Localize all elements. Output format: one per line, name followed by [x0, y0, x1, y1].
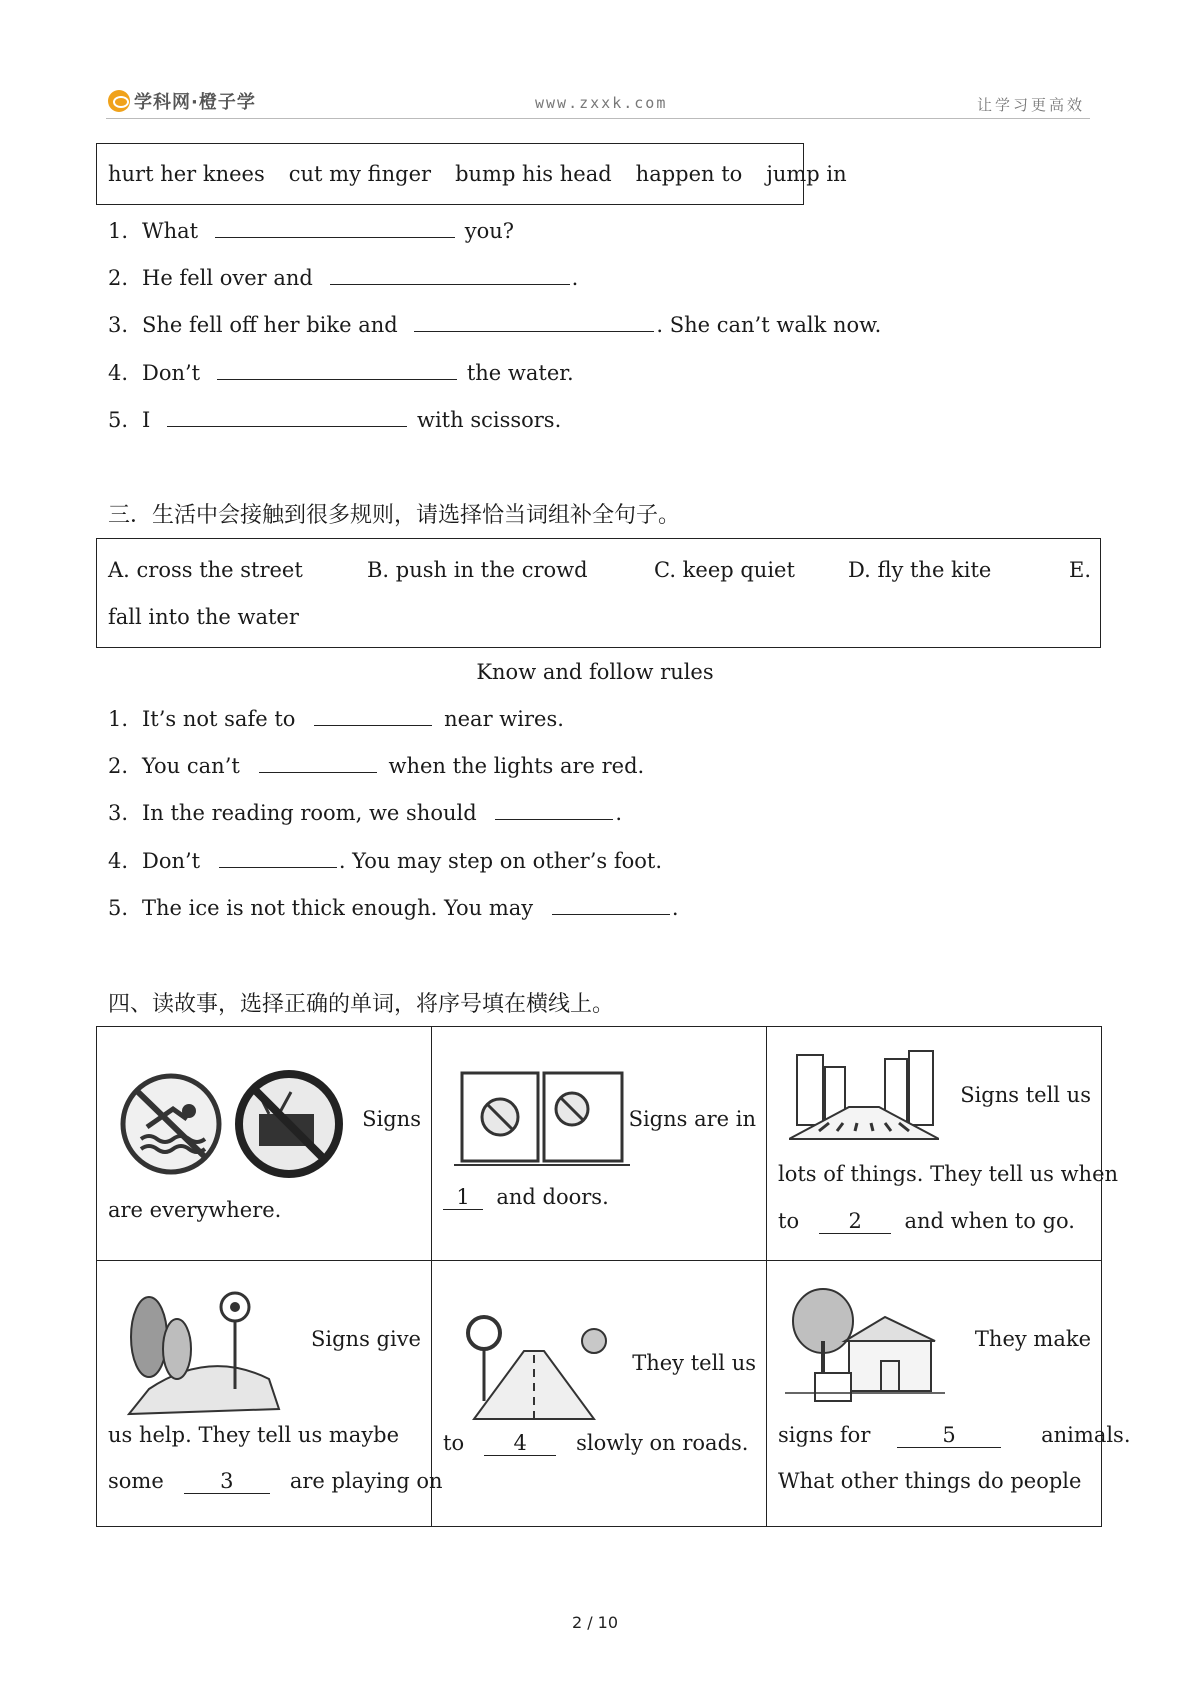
park-sign-icon: [109, 1289, 289, 1417]
cell-text: Signs give: [311, 1327, 421, 1351]
answer-blank-4[interactable]: 4: [484, 1431, 556, 1456]
cell-text: Signs tell us: [960, 1083, 1091, 1107]
answer-blank-5[interactable]: 5: [897, 1423, 1001, 1448]
cell-text: They make: [974, 1327, 1091, 1351]
question-line: 5. I with scissors.: [108, 408, 562, 432]
cell-text-line: signs for 5 animals.: [778, 1423, 1131, 1447]
answer-blank[interactable]: [414, 313, 654, 332]
answer-blank[interactable]: [552, 896, 670, 915]
option-c: C. keep quiet: [654, 558, 795, 582]
question-line: 3. She fell off her bike and . She can’t walk now.: [108, 313, 882, 337]
answer-blank[interactable]: [215, 219, 455, 238]
word-bank-item: bump his head: [455, 162, 612, 186]
cell-text: Signs are in: [628, 1107, 756, 1131]
cell-text: lots of things. They tell us when: [778, 1162, 1119, 1186]
answer-blank[interactable]: [167, 408, 407, 427]
no-swimming-no-tv-signs-icon: [119, 1069, 349, 1179]
cell-text-line: 1 and doors.: [443, 1185, 609, 1210]
question-line: 2. You can’t when the lights are red.: [108, 754, 645, 778]
reading-title: Know and follow rules: [476, 660, 714, 684]
page-number: 2 / 10: [571, 1613, 619, 1632]
word-bank-item: happen to: [635, 162, 743, 186]
story-cell-4: [97, 1261, 443, 1527]
answer-blank-2[interactable]: 2: [819, 1209, 891, 1234]
road-slow-sign-icon: [454, 1311, 614, 1421]
story-table: [96, 1026, 1131, 1527]
answer-blank-1[interactable]: 1: [443, 1185, 483, 1210]
crosswalk-city-icon: [789, 1047, 939, 1147]
cell-text-line: to 4 slowly on roads.: [443, 1431, 749, 1455]
word-bank-box: [96, 143, 847, 205]
answer-blank-3[interactable]: 3: [184, 1469, 270, 1494]
header-motto: 让学习更高效: [977, 96, 1086, 114]
header-url: www.zxxk.com: [535, 94, 668, 112]
word-bank-item: hurt her knees: [108, 162, 265, 186]
cell-text-line: to 2 and when to go.: [778, 1209, 1075, 1233]
answer-blank[interactable]: [495, 801, 613, 820]
section-4-title: 四、读故事，选择正确的单词，将序号填在横线上。: [108, 992, 615, 1017]
question-line: 4. Don’t the water.: [108, 361, 574, 385]
word-bank-item: jump in: [766, 162, 847, 186]
answer-blank[interactable]: [217, 361, 457, 380]
question-line: 4. Don’t . You may step on other’s foot.: [108, 849, 662, 873]
cell-text: are everywhere.: [108, 1198, 282, 1222]
header-divider: [106, 118, 1090, 119]
question-line: 1. It’s not safe to near wires.: [108, 707, 564, 731]
option-e: fall into the water: [108, 605, 299, 629]
answer-blank[interactable]: [314, 707, 432, 726]
answer-blank[interactable]: [330, 266, 570, 285]
story-cell-6: [767, 1261, 1131, 1527]
option-b: B. push in the crowd: [367, 558, 588, 582]
story-cell-2: [432, 1027, 767, 1261]
story-cell-5: [432, 1261, 767, 1527]
section-3-title: 三．生活中会接触到很多规则，请选择恰当词组补全句子。: [108, 503, 681, 528]
answer-blank[interactable]: [219, 849, 337, 868]
question-line: 2. He fell over and .: [108, 266, 579, 290]
zoo-house-sign-icon: [785, 1281, 945, 1409]
cell-text: us help. They tell us maybe: [108, 1423, 400, 1447]
story-cell-3: [767, 1027, 1119, 1261]
option-a: A. cross the street: [108, 558, 303, 582]
cell-text-line: some 3 are playing on: [108, 1469, 443, 1493]
option-e-letter: E.: [1069, 558, 1092, 582]
answer-blank[interactable]: [259, 754, 377, 773]
question-line: 3. In the reading room, we should .: [108, 801, 623, 825]
cell-text: They tell us: [632, 1351, 756, 1375]
site-logo: [108, 88, 256, 114]
question-line: 1. What you?: [108, 219, 515, 243]
cell-text: What other things do people: [778, 1469, 1082, 1493]
word-bank-item: cut my finger: [288, 162, 432, 186]
logo-text: 学科网·橙子学: [134, 92, 256, 113]
door-signs-icon: [454, 1069, 630, 1169]
question-line: 5. The ice is not thick enough. You may .: [108, 896, 679, 920]
option-d: D. fly the kite: [848, 558, 992, 582]
options-box: [96, 538, 1101, 648]
cell-text: Signs: [362, 1107, 421, 1131]
logo-icon: [108, 90, 130, 112]
story-cell-1: [97, 1027, 432, 1261]
